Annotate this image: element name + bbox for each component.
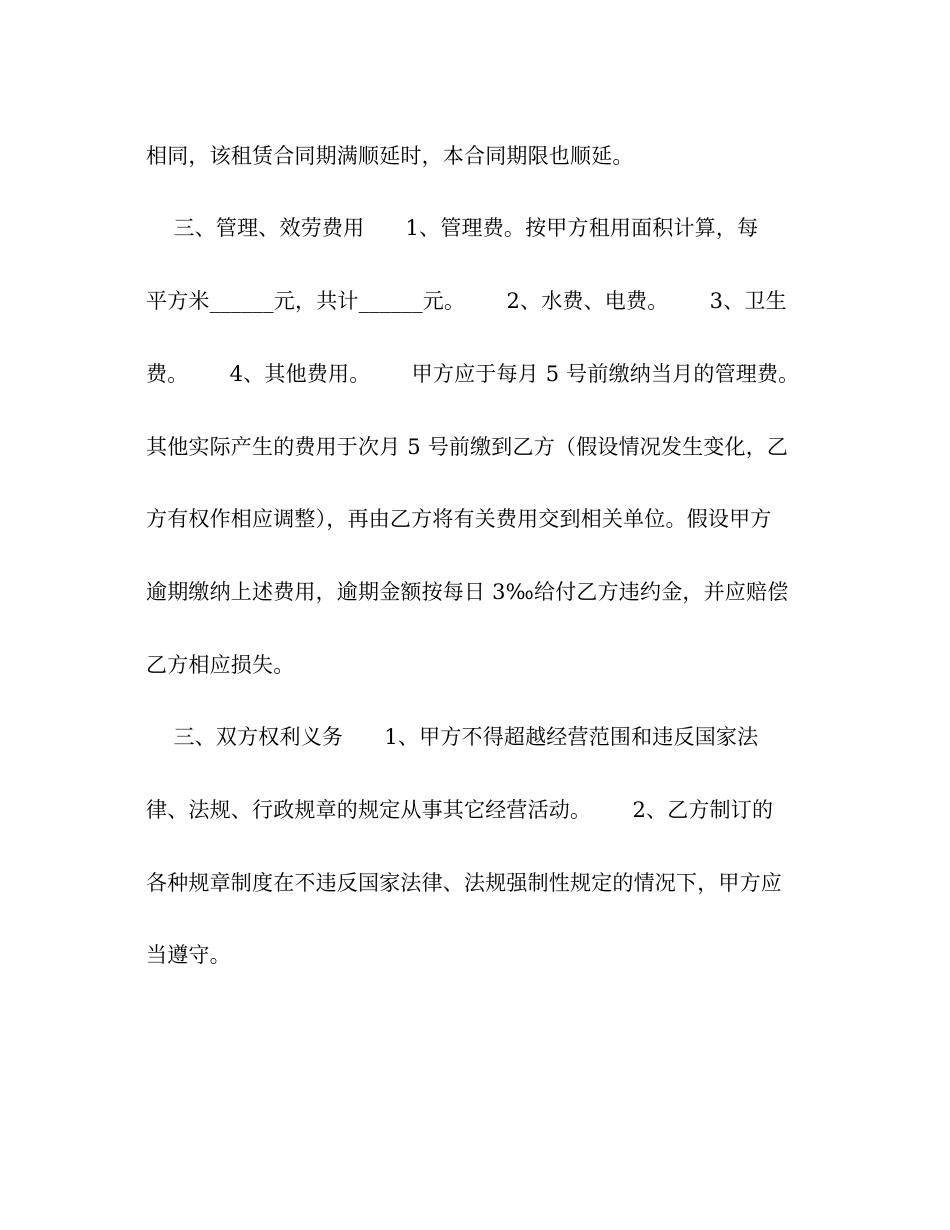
paragraph-line: 平方米______元，共计______元。 2、水费、电费。 3、卫生 <box>146 289 787 313</box>
paragraph-line: 费。 4、其他费用。 甲方应于每月 5 号前缴纳当月的管理费。 <box>146 362 800 386</box>
paragraph-line: 三、管理、效劳费用 1、管理费。按甲方租用面积计算，每 <box>146 216 759 240</box>
paragraph-line: 三、双方权利义务 1、甲方不得超越经营范围和违反国家法 <box>146 725 759 749</box>
paragraph-line: 相同，该租赁合同期满顺延时，本合同期限也顺延。 <box>146 144 634 168</box>
paragraph-line: 当遵守。 <box>146 943 231 967</box>
paragraph-line: 逾期缴纳上述费用，逾期金额按每日 3‰给付乙方违约金，并应赔偿 <box>146 580 789 604</box>
paragraph-line: 各种规章制度在不违反国家法律、法规强制性规定的情况下，甲方应 <box>146 871 782 895</box>
paragraph-line: 其他实际产生的费用于次月 5 号前缴到乙方（假设情况发生变化，乙 <box>146 435 789 459</box>
paragraph-line: 方有权作相应调整），再由乙方将有关费用交到相关单位。假设甲方 <box>146 507 772 531</box>
paragraph-line: 乙方相应损失。 <box>146 653 295 677</box>
paragraph-line: 律、法规、行政规章的规定从事其它经营活动。 2、乙方制订的 <box>146 798 774 822</box>
